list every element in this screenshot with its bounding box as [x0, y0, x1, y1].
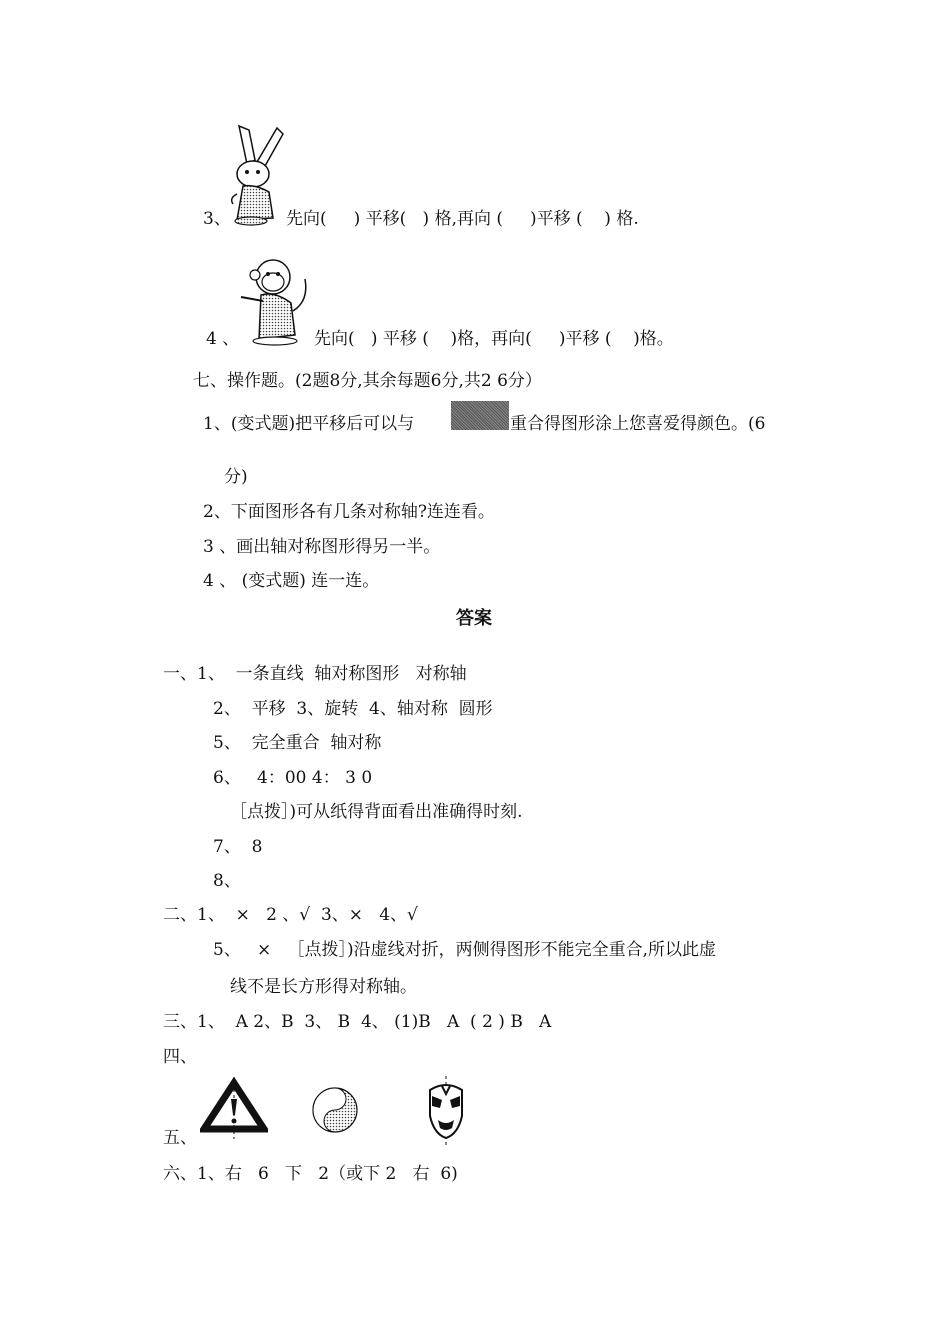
answer-1-1: 一、1、 一条直线 轴对称图形 对称轴 — [163, 664, 467, 684]
answer-2-5: 5、 × ［点拨］)沿虚线对折，两侧得图形不能完全重合,所以此虚 — [213, 940, 717, 960]
operation-1-score: 分) — [224, 467, 248, 487]
answer-1-7: 7、 8 — [213, 837, 263, 857]
operation-1-text-cont: 重合得图形涂上您喜爱得颜色。(6 — [510, 414, 766, 434]
warning-triangle-image — [200, 1077, 268, 1139]
answer-1-2: 2、 平移 3、旋转 4、轴对称 圆形 — [213, 699, 493, 719]
opera-mask-image — [422, 1076, 470, 1146]
answer-4: 四、 — [163, 1047, 197, 1067]
question-4-number: 4 、 — [206, 329, 240, 349]
monkey-image — [235, 255, 315, 347]
operation-4-text: 4 、 (变式题) 连一连。 — [203, 571, 380, 591]
operation-1-text: 1、(变式题)把平移后可以与 — [203, 414, 415, 434]
answer-1-8: 8、 — [213, 871, 241, 891]
answers-heading: 答案 — [456, 608, 492, 629]
gray-shape-image — [451, 401, 509, 430]
rabbit-image — [225, 122, 293, 227]
answer-1-6: 6、 4：00 4： 3 0 — [213, 768, 373, 788]
answer-6: 六、1、右 6 下 2（或下 2 右 6) — [163, 1164, 458, 1184]
yin-yang-image — [311, 1086, 359, 1134]
answer-2-1: 二、1、 × 2 、√ 3、× 4、√ — [163, 905, 418, 925]
answer-1-5: 5、 完全重合 轴对称 — [213, 733, 382, 753]
answer-2-5-cont: 线不是长方形得对称轴。 — [230, 977, 417, 997]
answer-5: 五、 — [163, 1128, 197, 1148]
question-3-number: 3、 — [203, 209, 231, 229]
operation-2-text: 2、下面图形各有几条对称轴?连连看。 — [203, 502, 495, 522]
section-7-title: 七、操作题。(2题8分,其余每题6分,共2 6分） — [193, 371, 542, 391]
operation-3-text: 3 、画出轴对称图形得另一半。 — [203, 537, 441, 557]
answer-1-6-note: ［点拨］)可从纸得背面看出准确得时刻. — [230, 802, 523, 822]
question-3-text: 先向( ) 平移( ) 格,再向 ( )平移 ( ) 格. — [286, 209, 639, 229]
answer-3: 三、1、 A 2、B 3、 B 4、 (1)B A ( 2 ) B A — [163, 1012, 552, 1032]
question-4-text: 先向( ) 平移 ( )格，再向( )平移 ( )格。 — [314, 329, 674, 349]
